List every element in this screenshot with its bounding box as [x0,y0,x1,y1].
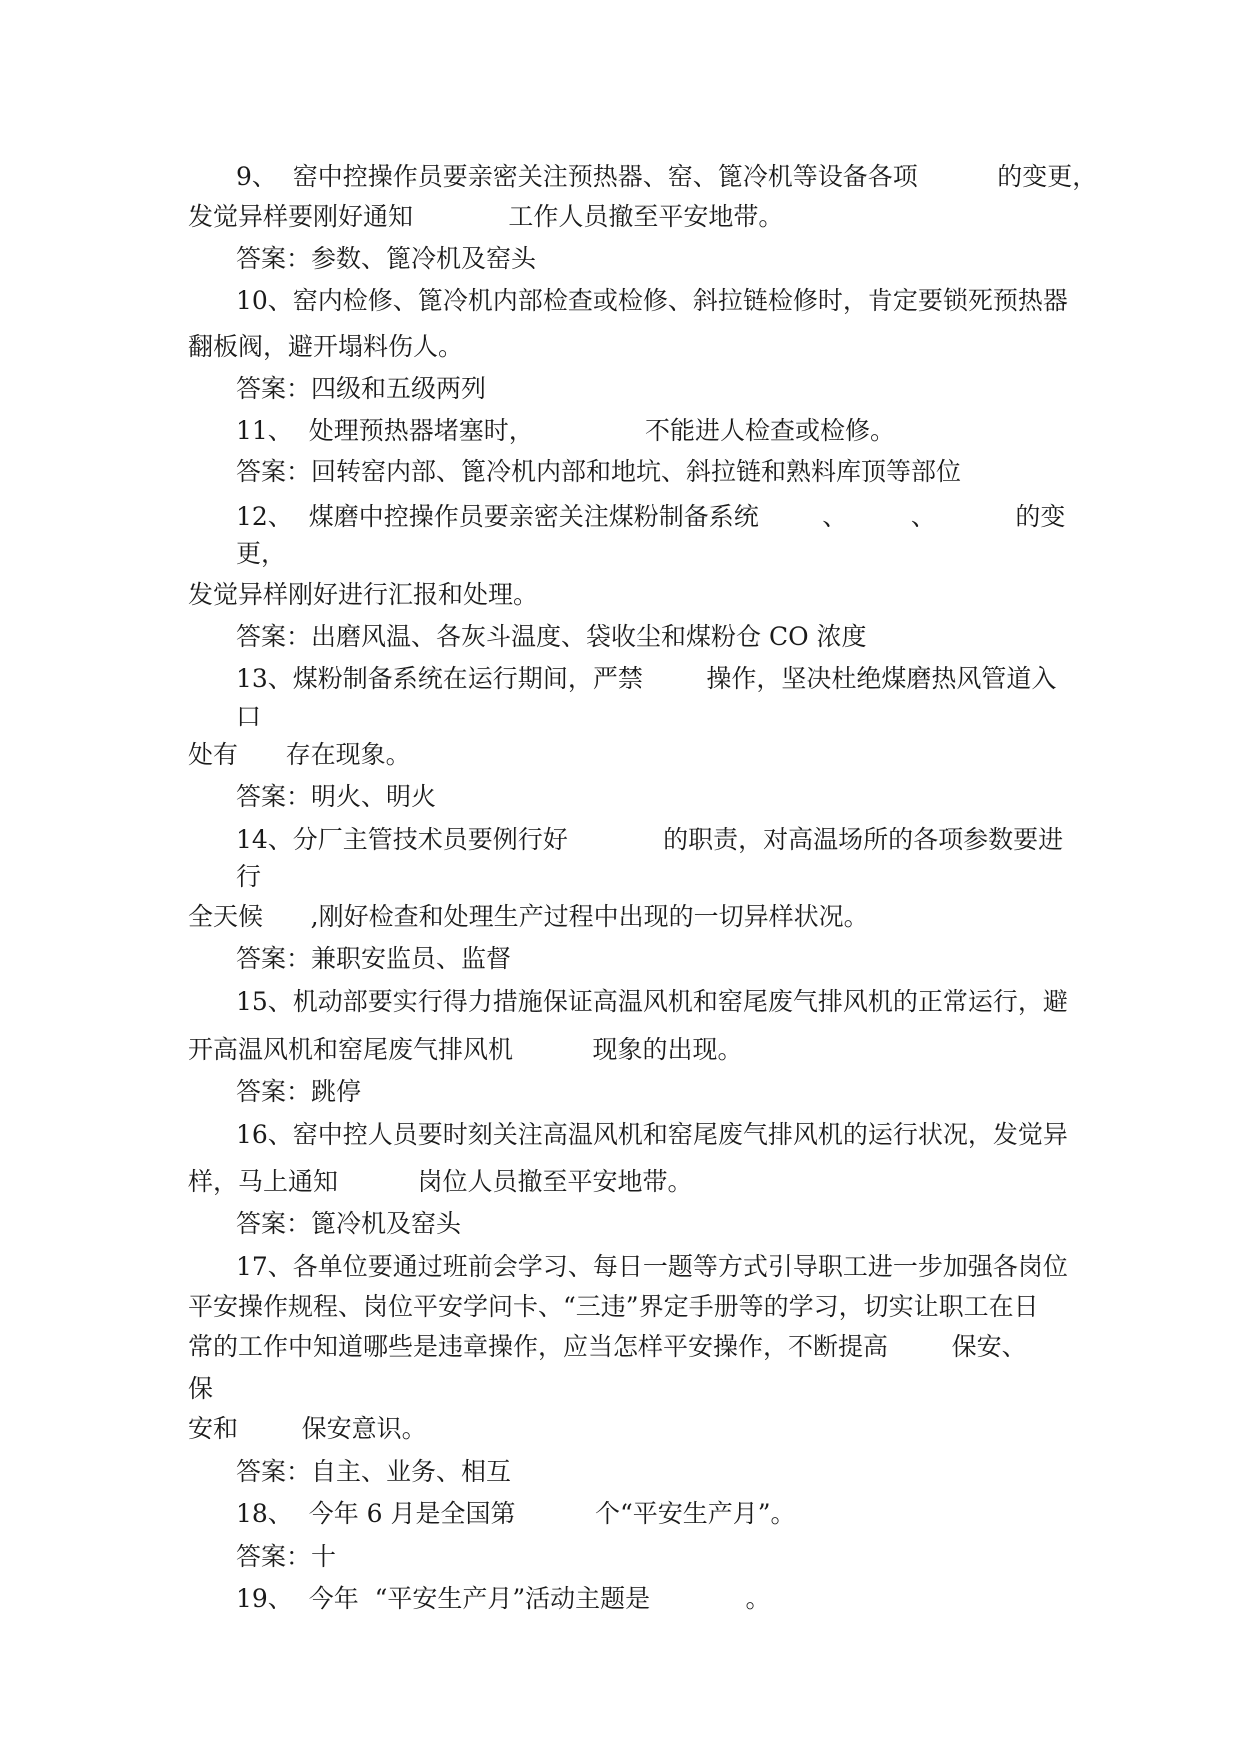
answer-12: 答案：出磨风温、各灰斗温度、袋收尘和煤粉仓 CO 浓度 [236,622,867,651]
question-17-line-2: 平安操作规程、岗位平安学问卡、“三违”界定手册等的学习，切实让职工在日 [188,1292,1039,1321]
question-13-line-3: 处有 存在现象。 [188,740,411,769]
question-14-line-1: 14、分厂主管技术员要例行好 的职责，对高温场所的各项参数要进 [236,825,1064,854]
answer-14: 答案：兼职安监员、监督 [236,944,512,973]
question-17-line-4: 保 [188,1374,214,1403]
answer-11: 答案：回转窑内部、篦冷机内部和地坑、斜拉链和熟料库顶等部位 [236,457,962,486]
question-18-line-1: 18、 今年 6 月是全国第 个“平安生产月”。 [236,1499,796,1528]
question-14-line-2: 行 [236,862,262,891]
question-15-line-1: 15、机动部要实行得力措施保证高温风机和窑尾废气排风机的正常运行，避 [236,987,1068,1016]
question-17-line-3: 常的工作中知道哪些是违章操作，应当怎样平安操作，不断提高 保安、 [188,1332,1027,1361]
question-12-line-2: 更， [236,539,287,568]
question-17-line-5: 安和 保安意识。 [188,1414,427,1443]
question-9-line-1: 9、 窑中控操作员要亲密关注预热器、窑、篦冷机等设备各项 的变更， [236,162,1098,191]
answer-15: 答案：跳停 [236,1077,362,1106]
answer-17: 答案：自主、业务、相互 [236,1457,512,1486]
question-12-line-3: 发觉异样刚好进行汇报和处理。 [188,580,539,609]
question-17-line-1: 17、各单位要通过班前会学习、每日一题等方式引导职工进一步加强各岗位 [236,1252,1068,1281]
question-16-line-2: 样，马上通知 岗位人员撤至平安地带。 [188,1167,693,1196]
answer-18: 答案：十 [236,1542,337,1571]
question-13-line-2: 口 [236,702,262,731]
question-9-line-2: 发觉异样要刚好通知 工作人员撤至平安地带。 [188,202,784,231]
question-10-line-2: 翻板阀，避开塌料伤人。 [188,332,464,361]
question-13-line-1: 13、煤粉制备系统在运行期间，严禁 操作，坚决杜绝煤磨热风管道入 [236,664,1057,693]
question-16-line-1: 16、窑中控人员要时刻关注高温风机和窑尾废气排风机的运行状况，发觉异 [236,1120,1068,1149]
question-12-line-1: 12、 煤磨中控操作员要亲密关注煤粉制备系统 、 、 的变 [236,502,1066,531]
question-19-line-1: 19、 今年 “平安生产月”活动主题是 。 [236,1584,771,1613]
answer-9: 答案：参数、篦冷机及窑头 [236,244,537,273]
answer-13: 答案：明火、明火 [236,782,437,811]
question-15-line-2: 开高温风机和窑尾废气排风机 现象的出现。 [188,1035,743,1064]
answer-16: 答案：篦冷机及窑头 [236,1209,462,1238]
answer-10: 答案：四级和五级两列 [236,374,487,403]
question-14-line-3: 全天候 ,刚好检查和处理生产过程中出现的一切异样状况。 [188,902,869,931]
question-11-line-1: 11、 处理预热器堵塞时， 不能进人检查或检修。 [236,416,895,445]
question-10-line-1: 10、窑内检修、篦冷机内部检查或检修、斜拉链检修时，肯定要锁死预热器 [236,286,1068,315]
